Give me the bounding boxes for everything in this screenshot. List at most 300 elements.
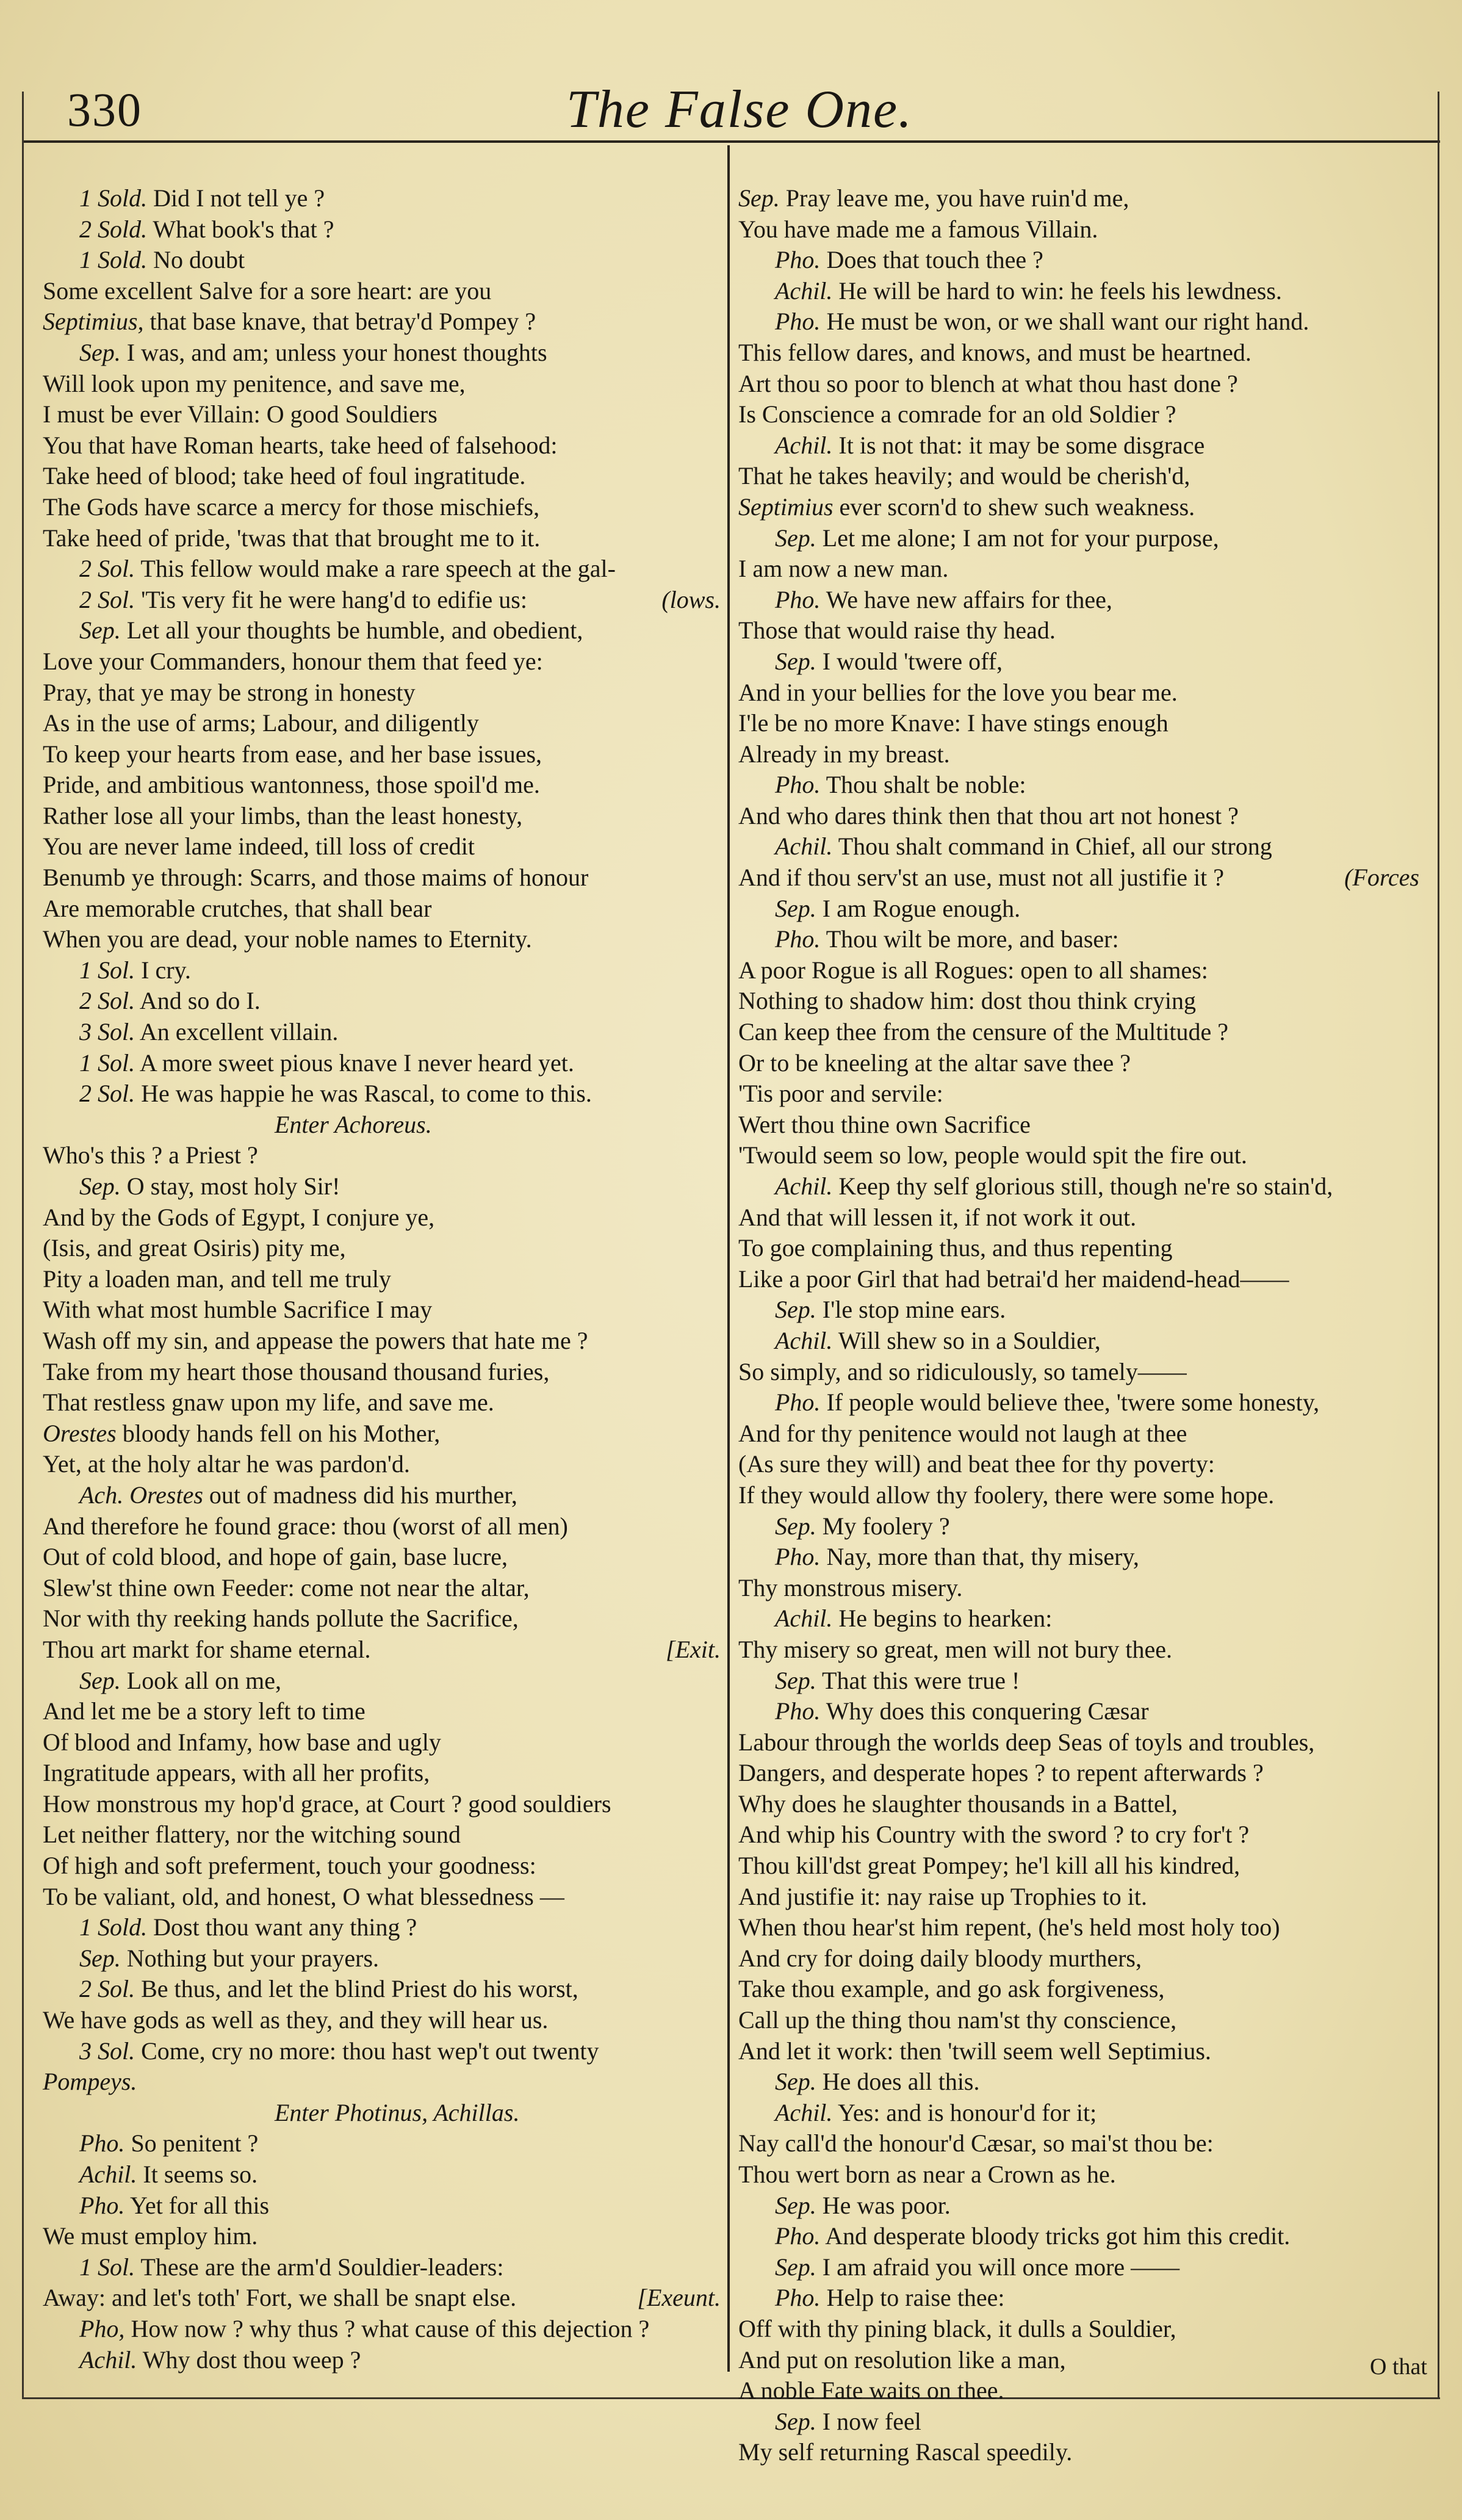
line-text: Call up the thing thou nam'st thy conscience, xyxy=(738,2006,1177,2034)
line-text: Come, cry no more: thou hast wep't out twenty xyxy=(141,2037,599,2065)
line-text: Help to raise thee: xyxy=(826,2284,1005,2312)
column-divider xyxy=(727,145,730,2372)
line-text: Off with thy pining black, it dulls a Souldier, xyxy=(738,2314,1176,2342)
text-line xyxy=(738,338,1422,369)
margin-note: [Exit. xyxy=(666,1635,721,1663)
text-line xyxy=(43,862,723,894)
text-line xyxy=(738,1449,1422,1480)
text-line xyxy=(43,646,723,677)
line-text: Pride, and ambitious wantonness, those spoil'd me. xyxy=(43,771,540,799)
line-text: Pity a loaden man, and tell me truly xyxy=(43,1265,391,1293)
text-line xyxy=(43,2005,723,2036)
text-line xyxy=(43,1727,723,1758)
line-text: My foolery ? xyxy=(822,1512,950,1540)
text-line xyxy=(738,924,1422,955)
text-line xyxy=(43,1480,723,1511)
line-text: Yes: and is honour'd for it; xyxy=(837,2098,1097,2126)
page-header xyxy=(48,82,1431,140)
line-text: And justifie it: nay raise up Trophies to it. xyxy=(738,1882,1147,1910)
text-line xyxy=(43,677,723,709)
line-text: A more sweet pious knave I never heard yet. xyxy=(139,1049,574,1077)
line-text: Benumb ye through: Scarrs, and those maims of honour xyxy=(43,864,589,892)
text-line xyxy=(43,369,723,400)
text-line xyxy=(43,1758,723,1789)
line-text: I now feel xyxy=(822,2407,921,2435)
line-text: Nothing to shadow him: dost thou think crying xyxy=(738,987,1196,1015)
line-text: Thou wert born as near a Crown as he. xyxy=(738,2161,1116,2188)
text-line xyxy=(738,1233,1422,1264)
line-text: You are never lame indeed, till loss of credit xyxy=(43,832,475,861)
text-line xyxy=(43,245,723,276)
text-line xyxy=(738,399,1422,430)
speaker-cue: Sep. xyxy=(79,616,121,644)
speaker-cue: Pho. xyxy=(775,1697,821,1725)
speaker-cue: 1 Sold. xyxy=(79,1913,148,1941)
line-text: Wash off my sin, and appease the powers that hate me ? xyxy=(43,1326,588,1354)
text-line xyxy=(43,1666,723,1697)
line-text: Ingratitude appears, with all her profits, xyxy=(43,1759,430,1787)
speaker-cue: Sep. xyxy=(775,647,816,675)
line-text: These are the arm'd Souldier-leaders: xyxy=(140,2253,504,2281)
text-line xyxy=(738,1480,1422,1511)
text-line xyxy=(43,523,723,554)
line-text: The Gods have scarce a mercy for those mischiefs, xyxy=(43,493,540,521)
text-line xyxy=(738,2375,1422,2406)
line-text: And let me be a story left to time xyxy=(43,1697,366,1725)
line-text: Take from my heart those thousand thousand furies, xyxy=(43,1357,550,1385)
text-line xyxy=(43,986,723,1017)
line-text: Will look upon my penitence, and save me, xyxy=(43,369,466,397)
speaker-cue: Sep. xyxy=(775,2407,816,2435)
stage-direction-text: Enter Photinus, Achillas. xyxy=(275,2098,520,2126)
line-text: Of blood and Infamy, how base and ugly xyxy=(43,1728,441,1756)
line-text: Why does this conquering Cæsar xyxy=(826,1697,1149,1725)
text-line xyxy=(43,1511,723,1542)
speaker-cue: Sep. xyxy=(775,894,816,922)
text-line xyxy=(738,523,1422,554)
text-line xyxy=(43,708,723,739)
text-line xyxy=(738,1511,1422,1542)
line-text: out of madness did his murther, xyxy=(209,1481,517,1509)
line-text: I cry. xyxy=(141,956,191,984)
line-text: 'Tis poor and servile: xyxy=(738,1080,943,1108)
line-text: And that will lessen it, if not work it out. xyxy=(738,1203,1137,1231)
text-line xyxy=(43,1850,723,1882)
text-line xyxy=(43,739,723,770)
text-line xyxy=(43,1171,723,1202)
line-text: And in your bellies for the love you bear me. xyxy=(738,678,1178,706)
line-text: Nor with thy reeking hands pollute the Sacrifice, xyxy=(43,1605,519,1633)
line-text: (Isis, and great Osiris) pity me, xyxy=(43,1234,346,1262)
text-line xyxy=(43,1819,723,1850)
line-text: 'Twould seem so low, people would spit the fire out. xyxy=(738,1141,1247,1169)
text-line xyxy=(43,2067,723,2098)
line-text: Take thou example, and go ask forgiveness, xyxy=(738,1975,1165,2003)
text-line xyxy=(43,1048,723,1079)
line-text: You that have Roman hearts, take heed of falsehood: xyxy=(43,431,558,459)
text-line xyxy=(738,1294,1422,1326)
text-line xyxy=(43,2283,723,2314)
text-line xyxy=(738,1819,1422,1850)
text-line xyxy=(43,924,723,955)
speaker-cue: Sep. xyxy=(775,2191,816,2219)
text-line xyxy=(43,1603,723,1634)
speaker-cue: Sep. xyxy=(79,1666,121,1694)
text-line xyxy=(738,1727,1422,1758)
speaker-cue: Pho. xyxy=(79,2129,125,2157)
speaker-cue: Sep. xyxy=(775,2253,816,2281)
line-text: Pray leave me, you have ruin'd me, xyxy=(785,184,1129,212)
text-line xyxy=(43,894,723,925)
text-line xyxy=(43,1140,723,1171)
line-text: Yet for all this xyxy=(129,2191,270,2219)
frame-left-rule xyxy=(22,92,24,2399)
line-text: My self returning Rascal speedily. xyxy=(738,2438,1073,2466)
line-text: And cry for doing daily bloody murthers, xyxy=(738,1944,1142,1972)
line-text: Rather lose all your limbs, than the least honesty, xyxy=(43,801,523,829)
line-text: Take heed of blood; take heed of foul ingratitude. xyxy=(43,462,526,490)
line-text: He begins to hearken: xyxy=(838,1605,1053,1633)
text-line xyxy=(738,1542,1422,1573)
line-text: Out of cold blood, and hope of gain, base lucre, xyxy=(43,1543,508,1571)
margin-note: [Exeunt. xyxy=(637,2284,721,2312)
line-text: Love your Commanders, honour them that feed ye: xyxy=(43,647,543,675)
text-line xyxy=(43,770,723,801)
text-line xyxy=(738,1943,1422,1974)
line-text: I am now a new man. xyxy=(738,555,949,583)
frame-right-rule xyxy=(1438,92,1439,2399)
text-line xyxy=(738,554,1422,585)
speaker-cue: Sep. xyxy=(79,1172,121,1200)
text-line xyxy=(738,1850,1422,1882)
text-line xyxy=(738,770,1422,801)
text-line xyxy=(738,1357,1422,1388)
text-line xyxy=(738,646,1422,677)
line-text: How monstrous my hop'd grace, at Court ? good souldiers xyxy=(43,1789,611,1818)
text-line xyxy=(43,1264,723,1295)
line-text: Of high and soft preferment, touch your goodness: xyxy=(43,1852,536,1880)
text-line xyxy=(43,338,723,369)
speaker-cue: 2 Sol. xyxy=(79,555,135,583)
line-text: So simply, and so ridiculously, so tamely—— xyxy=(738,1357,1187,1385)
line-text: That restless gnaw upon my life, and save me. xyxy=(43,1388,494,1417)
line-text: What book's that ? xyxy=(153,215,334,243)
text-line xyxy=(43,1542,723,1573)
text-line xyxy=(43,955,723,986)
speaker-cue: Achil. xyxy=(775,2098,833,2126)
text-line xyxy=(738,2128,1422,2159)
line-text: Who's this ? a Priest ? xyxy=(43,1141,258,1169)
text-line xyxy=(43,831,723,862)
line-text: And by the Gods of Egypt, I conjure ye, xyxy=(43,1203,435,1231)
text-line xyxy=(738,1603,1422,1634)
line-text: As in the use of arms; Labour, and diligently xyxy=(43,709,479,737)
text-line xyxy=(738,1758,1422,1789)
text-line xyxy=(738,1078,1422,1110)
line-text: Did I not tell ye ? xyxy=(153,184,325,212)
speaker-cue: 3 Sol. xyxy=(79,1018,135,1046)
line-text: Or to be kneeling at the altar save thee ? xyxy=(738,1049,1131,1077)
text-line xyxy=(43,2159,723,2190)
speaker-cue: Ach. Orestes xyxy=(79,1481,203,1509)
line-text: I'le stop mine ears. xyxy=(822,1296,1006,1324)
line-text: We must employ him. xyxy=(43,2222,258,2250)
line-text: Already in my breast. xyxy=(738,740,950,768)
line-text: ever scorn'd to shew such weakness. xyxy=(839,493,1195,521)
speaker-cue: Sep. xyxy=(775,1296,816,1324)
text-line xyxy=(43,1974,723,2005)
line-text: If people would believe thee, 'twere some honesty, xyxy=(826,1388,1320,1417)
text-line xyxy=(43,554,723,585)
line-text: Be thus, and let the blind Priest do his worst, xyxy=(141,1975,578,2003)
text-line xyxy=(738,245,1422,276)
text-line xyxy=(43,801,723,832)
speaker-cue: Achil. xyxy=(775,832,833,861)
text-line xyxy=(738,894,1422,925)
line-text: Does that touch thee ? xyxy=(826,246,1043,274)
line-text: An excellent villain. xyxy=(139,1018,339,1046)
line-text: And if thou serv'st an use, must not all justifie it ? xyxy=(738,864,1224,892)
text-line xyxy=(738,1017,1422,1048)
line-text: bloody hands fell on his Mother, xyxy=(122,1419,441,1447)
line-text: Art thou so poor to blench at what thou hast done ? xyxy=(738,369,1238,397)
line-text: We have gods as well as they, and they will hear us. xyxy=(43,2006,549,2034)
text-line xyxy=(738,369,1422,400)
text-line xyxy=(738,2437,1422,2468)
text-line xyxy=(738,739,1422,770)
speaker-cue: Sep. xyxy=(775,524,816,552)
speaker-cue: Achil. xyxy=(775,1172,833,1200)
line-text: We have new affairs for thee, xyxy=(826,585,1112,613)
line-text: Look all on me, xyxy=(126,1666,282,1694)
line-text: This fellow would make a rare speech at the gal- xyxy=(140,555,616,583)
text-line xyxy=(43,306,723,338)
line-text: Away: and let's toth' Fort, we shall be snapt else. xyxy=(43,2284,517,2312)
line-text: Is Conscience a comrade for an old Soldier ? xyxy=(738,400,1176,428)
text-line xyxy=(43,585,723,616)
line-text: And whip his Country with the sword ? to cry for't ? xyxy=(738,1821,1250,1849)
line-text: So penitent ? xyxy=(131,2129,259,2157)
speaker-cue: Orestes xyxy=(43,1419,117,1447)
text-line xyxy=(43,430,723,461)
speaker-cue: Sep. xyxy=(775,2068,816,2096)
line-text: And let it work: then 'twill seem well Septimius. xyxy=(738,2037,1211,2065)
speaker-cue: Septimius xyxy=(738,493,834,521)
text-line xyxy=(738,2005,1422,2036)
line-text: Those that would raise thy head. xyxy=(738,616,1056,644)
text-line xyxy=(738,2221,1422,2252)
speaker-cue: 2 Sol. xyxy=(79,585,135,613)
line-text: With what most humble Sacrifice I may xyxy=(43,1296,433,1324)
line-text: Some excellent Salve for a sore heart: are you xyxy=(43,276,492,305)
line-text: And put on resolution like a man, xyxy=(738,2345,1066,2374)
text-line xyxy=(738,1171,1422,1202)
text-line xyxy=(738,214,1422,245)
speaker-cue: Pho. xyxy=(775,308,821,336)
text-line xyxy=(738,1789,1422,1820)
speaker-cue: Pho. xyxy=(775,1543,821,1571)
line-text: And for thy penitence would not laugh at thee xyxy=(738,1419,1187,1447)
line-text: Can keep thee from the censure of the Multitude ? xyxy=(738,1018,1229,1046)
line-text: No doubt xyxy=(153,246,245,274)
text-line xyxy=(738,986,1422,1017)
speaker-cue: 1 Sol. xyxy=(79,956,135,984)
text-line xyxy=(738,461,1422,492)
line-text: Are memorable crutches, that shall bear xyxy=(43,894,432,922)
speaker-cue: Sep. xyxy=(775,1512,816,1540)
speaker-cue: Pho, xyxy=(79,2314,125,2342)
text-line xyxy=(738,862,1422,894)
line-text: Dangers, and desperate hopes ? to repent afterwards ? xyxy=(738,1759,1264,1787)
text-line xyxy=(738,708,1422,739)
running-title: The False One. xyxy=(566,80,913,139)
line-text: Take heed of pride, 'twas that that brought me to it. xyxy=(43,524,541,552)
text-line xyxy=(738,2190,1422,2222)
text-line xyxy=(738,1666,1422,1697)
right-text-column xyxy=(738,183,1422,2468)
speaker-cue: 2 Sol. xyxy=(79,1975,135,2003)
line-text: Nay call'd the honour'd Cæsar, so mai'st thou be: xyxy=(738,2129,1214,2157)
text-line xyxy=(43,615,723,646)
speaker-cue: Pho. xyxy=(775,2284,821,2312)
line-text: I am Rogue enough. xyxy=(822,894,1021,922)
line-text: Thou shalt be noble: xyxy=(826,771,1026,799)
text-line xyxy=(738,1696,1422,1727)
text-line xyxy=(43,2190,723,2222)
speaker-cue: 1 Sold. xyxy=(79,246,148,274)
line-text: And who dares think then that thou art not honest ? xyxy=(738,801,1239,829)
speaker-cue: 1 Sol. xyxy=(79,1049,135,1077)
text-line xyxy=(43,1326,723,1357)
text-line xyxy=(43,1449,723,1480)
text-line xyxy=(43,1294,723,1326)
text-line xyxy=(43,183,723,214)
line-text: If they would allow thy foolery, there were some hope. xyxy=(738,1481,1275,1509)
text-line xyxy=(43,492,723,523)
text-line xyxy=(43,1418,723,1450)
text-line xyxy=(43,1078,723,1110)
line-text: To goe complaining thus, and thus repenting xyxy=(738,1234,1173,1262)
line-text: Thy monstrous misery. xyxy=(738,1573,963,1601)
line-text: Let neither flattery, nor the witching sound xyxy=(43,1821,461,1849)
line-text: I'le be no more Knave: I have stings enough xyxy=(738,709,1169,737)
speaker-cue: Pho. xyxy=(775,2222,821,2250)
speaker-cue: Pho. xyxy=(775,925,821,953)
line-text: that base knave, that betray'd Pompey ? xyxy=(149,308,536,336)
text-line xyxy=(738,1326,1422,1357)
line-text: Pray, that ye may be strong in honesty xyxy=(43,678,416,706)
line-text: And desperate bloody tricks got him this credit. xyxy=(825,2222,1291,2250)
text-line xyxy=(43,1387,723,1418)
line-text: To be valiant, old, and honest, O what blessedness — xyxy=(43,1882,564,1910)
line-text: Labour through the worlds deep Seas of toyls and troubles, xyxy=(738,1728,1315,1756)
text-line xyxy=(43,1017,723,1048)
speaker-cue: Pho. xyxy=(775,771,821,799)
line-text: A noble Fate waits on thee. xyxy=(738,2377,1004,2405)
catchword: O that xyxy=(1370,2354,1427,2380)
line-text: Thou wilt be more, and baser: xyxy=(826,925,1119,953)
line-text: (As sure they will) and beat thee for thy poverty: xyxy=(738,1450,1215,1478)
text-line xyxy=(738,492,1422,523)
line-text: Will shew so in a Souldier, xyxy=(838,1326,1101,1354)
line-text: And so do I. xyxy=(139,987,261,1015)
text-line xyxy=(43,2036,723,2067)
text-line xyxy=(738,2067,1422,2098)
speaker-cue: Achil. xyxy=(79,2345,137,2374)
speaker-cue: Pho. xyxy=(775,1388,821,1417)
line-text: It seems so. xyxy=(143,2161,258,2188)
text-line xyxy=(738,2345,1422,2376)
text-line xyxy=(43,1233,723,1264)
speaker-cue: Achil. xyxy=(775,431,833,459)
text-line xyxy=(43,2221,723,2252)
text-line xyxy=(738,276,1422,307)
text-line xyxy=(43,399,723,430)
text-line xyxy=(43,461,723,492)
text-line xyxy=(738,1882,1422,1913)
line-text: I must be ever Villain: O good Souldiers xyxy=(43,400,438,428)
text-line xyxy=(43,1943,723,1974)
margin-note: (Forces xyxy=(1344,864,1419,892)
speaker-cue: 3 Sol. xyxy=(79,2037,135,2065)
line-text: He does all this. xyxy=(822,2068,980,2096)
text-line xyxy=(43,1357,723,1388)
line-text: How now ? why thus ? what cause of this dejection ? xyxy=(131,2314,650,2342)
stage-direction xyxy=(43,1110,723,1141)
line-text: Like a poor Girl that had betrai'd her maidend-head—— xyxy=(738,1265,1289,1293)
text-line xyxy=(738,1048,1422,1079)
text-line xyxy=(738,1974,1422,2005)
line-text: Dost thou want any thing ? xyxy=(153,1913,417,1941)
text-line xyxy=(738,1387,1422,1418)
speaker-cue: Sep. xyxy=(775,1666,816,1694)
line-text: He will be hard to win: he feels his lewdness. xyxy=(838,276,1282,305)
speaker-cue: Sep. xyxy=(79,338,121,366)
line-text: O stay, most holy Sir! xyxy=(126,1172,340,1200)
line-text: Let all your thoughts be humble, and obedient, xyxy=(126,616,583,644)
text-line xyxy=(738,955,1422,986)
line-text: I was, and am; unless your honest thoughts xyxy=(126,338,547,366)
line-text: Why does he slaughter thousands in a Battel, xyxy=(738,1789,1178,1818)
text-line xyxy=(738,2406,1422,2438)
text-line xyxy=(43,1789,723,1820)
line-text: You have made me a famous Villain. xyxy=(738,215,1098,243)
line-text: He must be won, or we shall want our right hand. xyxy=(826,308,1309,336)
line-text: I would 'twere off, xyxy=(822,647,1003,675)
text-line xyxy=(738,831,1422,862)
text-line xyxy=(738,1573,1422,1604)
text-line xyxy=(43,2314,723,2345)
text-line xyxy=(43,2252,723,2283)
line-text: Yet, at the holy altar he was pardon'd. xyxy=(43,1450,410,1478)
line-text: Thou kill'dst great Pompey; he'l kill all his kindred, xyxy=(738,1852,1241,1880)
text-line xyxy=(43,276,723,307)
line-text: Slew'st thine own Feeder: come not near the altar, xyxy=(43,1573,530,1601)
text-line xyxy=(43,1696,723,1727)
line-text: It is not that: it may be some disgrace xyxy=(838,431,1205,459)
speaker-cue: Achil. xyxy=(775,276,833,305)
text-line xyxy=(738,2252,1422,2283)
speaker-cue: Achil. xyxy=(775,1605,833,1633)
line-text: Why dost thou weep ? xyxy=(142,2345,361,2374)
speaker-cue: 2 Sold. xyxy=(79,215,148,243)
speaker-cue: Pho. xyxy=(79,2191,125,2219)
speaker-cue: Sep. xyxy=(79,1944,121,1972)
text-line xyxy=(738,677,1422,709)
speaker-cue: 1 Sold. xyxy=(79,184,148,212)
line-text: Thou art markt for shame eternal. xyxy=(43,1635,371,1663)
speaker-cue: Achil. xyxy=(775,1326,833,1354)
